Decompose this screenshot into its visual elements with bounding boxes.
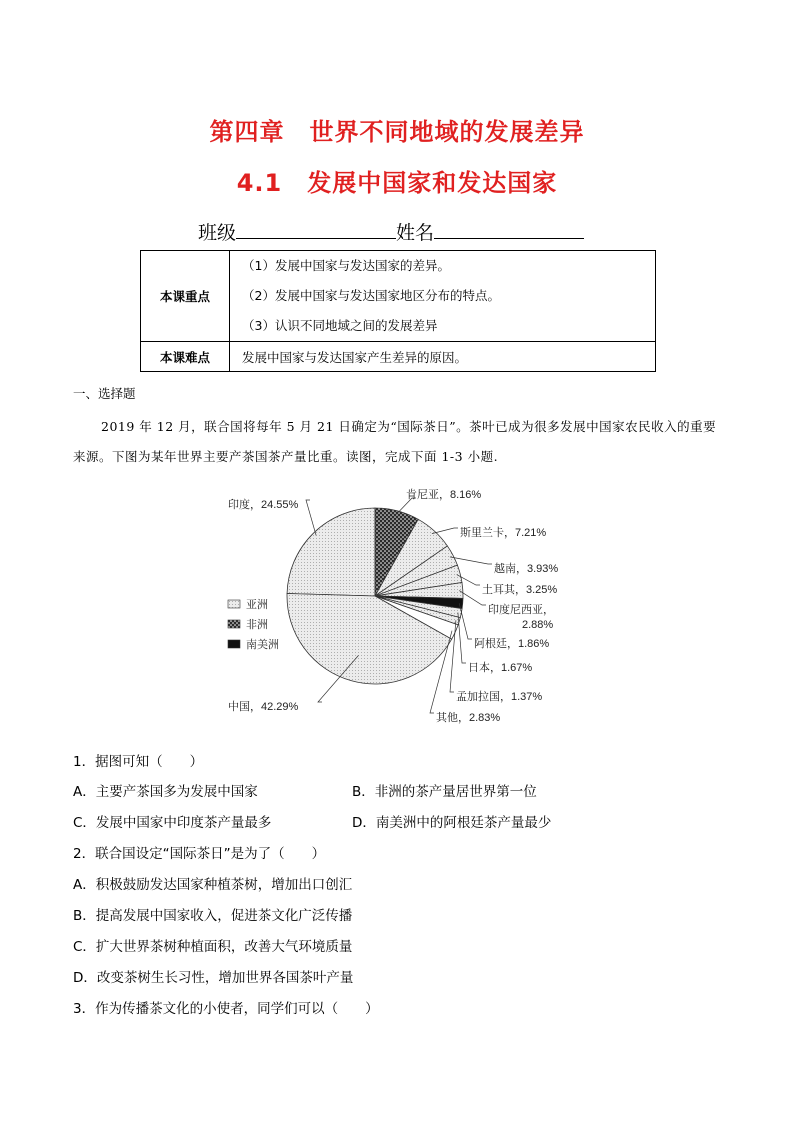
pie-data-label: 越南，3.93%: [494, 563, 559, 575]
legend-label: 亚洲: [246, 599, 268, 611]
question-1-option-c[interactable]: C．发展中国家中印度茶产量最多: [73, 815, 272, 831]
pie-data-label: 土耳其，3.25%: [482, 584, 558, 596]
section-heading: 一、选择题: [73, 386, 136, 401]
class-name-line: [198, 218, 584, 245]
question-2-option-c[interactable]: C．扩大世界茶树种植面积，改善大气环境质量: [73, 939, 353, 955]
legend-label: 非洲: [246, 619, 268, 631]
name-blank[interactable]: [434, 220, 584, 239]
question-1-option-a[interactable]: A．主要产茶国多为发展中国家: [73, 784, 258, 800]
chapter-title: 第四章 世界不同地域的发展差异: [209, 118, 585, 146]
pie-data-label: 斯里兰卡，7.21%: [460, 527, 547, 539]
pie-data-label: 2.88%: [522, 619, 554, 631]
question-2-stem: 2．联合国设定“国际茶日”是为了（ ）: [73, 846, 326, 862]
difficulty-label: 本课难点: [141, 342, 230, 372]
tea-production-pie-chart: [210, 480, 590, 725]
key-points-cell: [230, 251, 656, 342]
pie-data-label: 印度，24.55%: [228, 499, 299, 511]
pie-data-label: 日本，1.67%: [468, 662, 533, 674]
question-2-option-b[interactable]: B．提高发展中国家收入，促进茶文化广泛传播: [73, 908, 353, 924]
legend-swatch-africa: [228, 620, 240, 628]
legend-swatch-asia: [228, 600, 240, 608]
goals-table: [140, 250, 656, 372]
pie-data-label: 印度尼西亚，: [488, 604, 554, 616]
question-1-option-d[interactable]: D．南美洲中的阿根廷茶产量最少: [352, 815, 552, 831]
key-point: （3）认识不同地域之间的发展差异: [242, 318, 438, 333]
question-2-option-a[interactable]: A．积极鼓励发达国家种植茶树，增加出口创汇: [73, 877, 353, 893]
pie-data-label: 孟加拉国，1.37%: [456, 691, 543, 703]
question-2-option-d[interactable]: D．改变茶树生长习性，增加世界各国茶叶产量: [73, 970, 354, 986]
legend-label: 南美洲: [246, 639, 279, 651]
lesson-title: 4.1 发展中国家和发达国家: [236, 169, 558, 197]
key-point: （2）发展中国家与发达国家地区分布的特点。: [242, 288, 500, 303]
legend-swatch-samerica: [228, 640, 240, 648]
pie-data-label: 中国，42.29%: [228, 701, 299, 713]
difficulty-text: 发展中国家与发达国家产生差异的原因。: [230, 342, 656, 372]
intro-paragraph: 2019 年 12 月，联合国将每年 5 月 21 日确定为“国际茶日”。茶叶已成为很多发展中国家农民收入的重要来源。下图为某年世界主要产茶国茶产量比重。读图，完成下面 1-3 小题.: [73, 419, 717, 464]
question-3-stem: 3．作为传播茶文化的小使者，同学们可以（ ）: [73, 1001, 379, 1017]
question-1-stem: 1．据图可知（ ）: [73, 754, 204, 770]
pie-data-label: 其他，2.83%: [436, 712, 501, 724]
key-point: （1）发展中国家与发达国家的差异。: [242, 258, 450, 273]
name-label: 姓名: [396, 222, 435, 244]
pie-data-label: 阿根廷，1.86%: [474, 638, 550, 650]
pie-data-label: 肯尼亚，8.16%: [406, 489, 482, 501]
pie-slice-印度: [287, 508, 375, 596]
class-blank[interactable]: [236, 220, 396, 239]
question-1-option-b[interactable]: B．非洲的茶产量居世界第一位: [352, 784, 537, 800]
pie-leader-line: [306, 500, 316, 535]
key-points-label: 本课重点: [141, 251, 230, 342]
class-label: 班级: [198, 222, 237, 244]
pie-leader-line: [432, 528, 458, 534]
